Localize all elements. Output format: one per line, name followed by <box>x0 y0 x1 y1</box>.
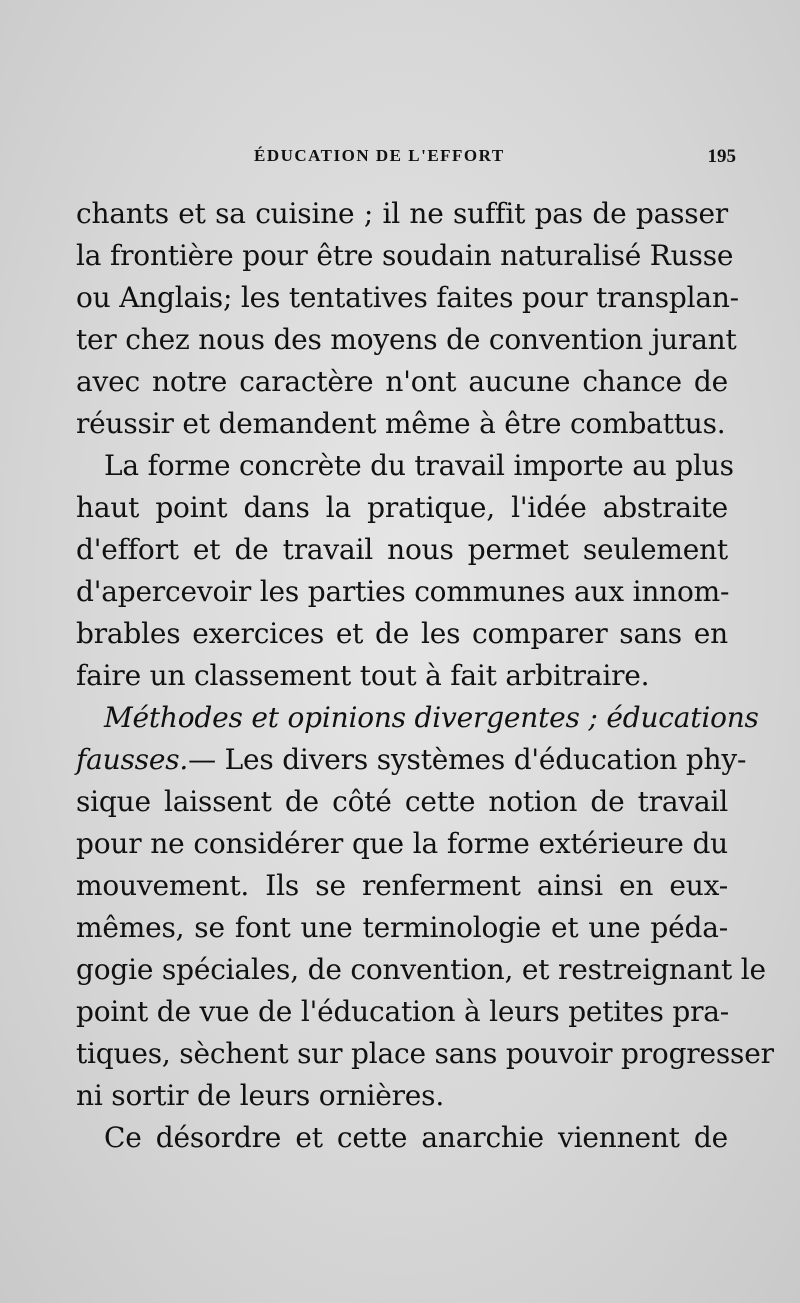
text-line: tiques, sèchent sur place sans pouvoir progresser <box>76 1037 774 1070</box>
text-line: réussir et demandent même à être combattus. <box>76 407 726 440</box>
text-line: ou Anglais; les tentatives faites pour transplan- <box>76 281 739 314</box>
text-line: d'apercevoir les parties communes aux innom- <box>76 575 730 608</box>
text-line: chants et sa cuisine ; il ne suffit pas de passer <box>76 197 728 230</box>
section-heading-line: Méthodes et opinions divergentes ; éducations <box>104 701 759 734</box>
text-line: ni sortir de leurs ornières. <box>76 1079 445 1112</box>
text-line: brables exercices et de les comparer sans en <box>76 617 728 650</box>
text-line: point de vue de l'éducation à leurs petites pra- <box>76 995 730 1028</box>
text-line: faire un classement tout à fait arbitraire. <box>76 659 650 692</box>
text-line-continuation: — Les divers systèmes d'éducation phy- <box>188 743 747 776</box>
text-line: mouvement. Ils se renferment ainsi en eux- <box>76 869 728 902</box>
text-line <box>76 739 747 781</box>
text-line: gogie spéciales, de convention, et restreignant le <box>76 953 766 986</box>
page-number: 195 <box>707 146 736 167</box>
text-line: Ce désordre et cette anarchie viennent de <box>104 1121 728 1154</box>
text-line: ter chez nous des moyens de convention jurant <box>76 323 737 356</box>
body-text <box>76 193 774 1159</box>
section-heading-end: fausses. <box>76 743 189 776</box>
text-line: d'effort et de travail nous permet seulement <box>76 533 728 566</box>
page-header <box>76 146 736 176</box>
text-line: mêmes, se font une terminologie et une péda- <box>76 911 728 944</box>
text-line: la frontière pour être soudain naturalisé Russe <box>76 239 734 272</box>
running-title: ÉDUCATION DE L'EFFORT <box>254 146 505 165</box>
text-line: pour ne considérer que la forme extérieure du <box>76 827 728 860</box>
text-line: haut point dans la pratique, l'idée abstraite <box>76 491 728 524</box>
text-line: sique laissent de côté cette notion de travail <box>76 785 728 818</box>
text-line: La forme concrète du travail importe au plus <box>104 449 734 482</box>
text-line: avec notre caractère n'ont aucune chance de <box>76 365 728 398</box>
